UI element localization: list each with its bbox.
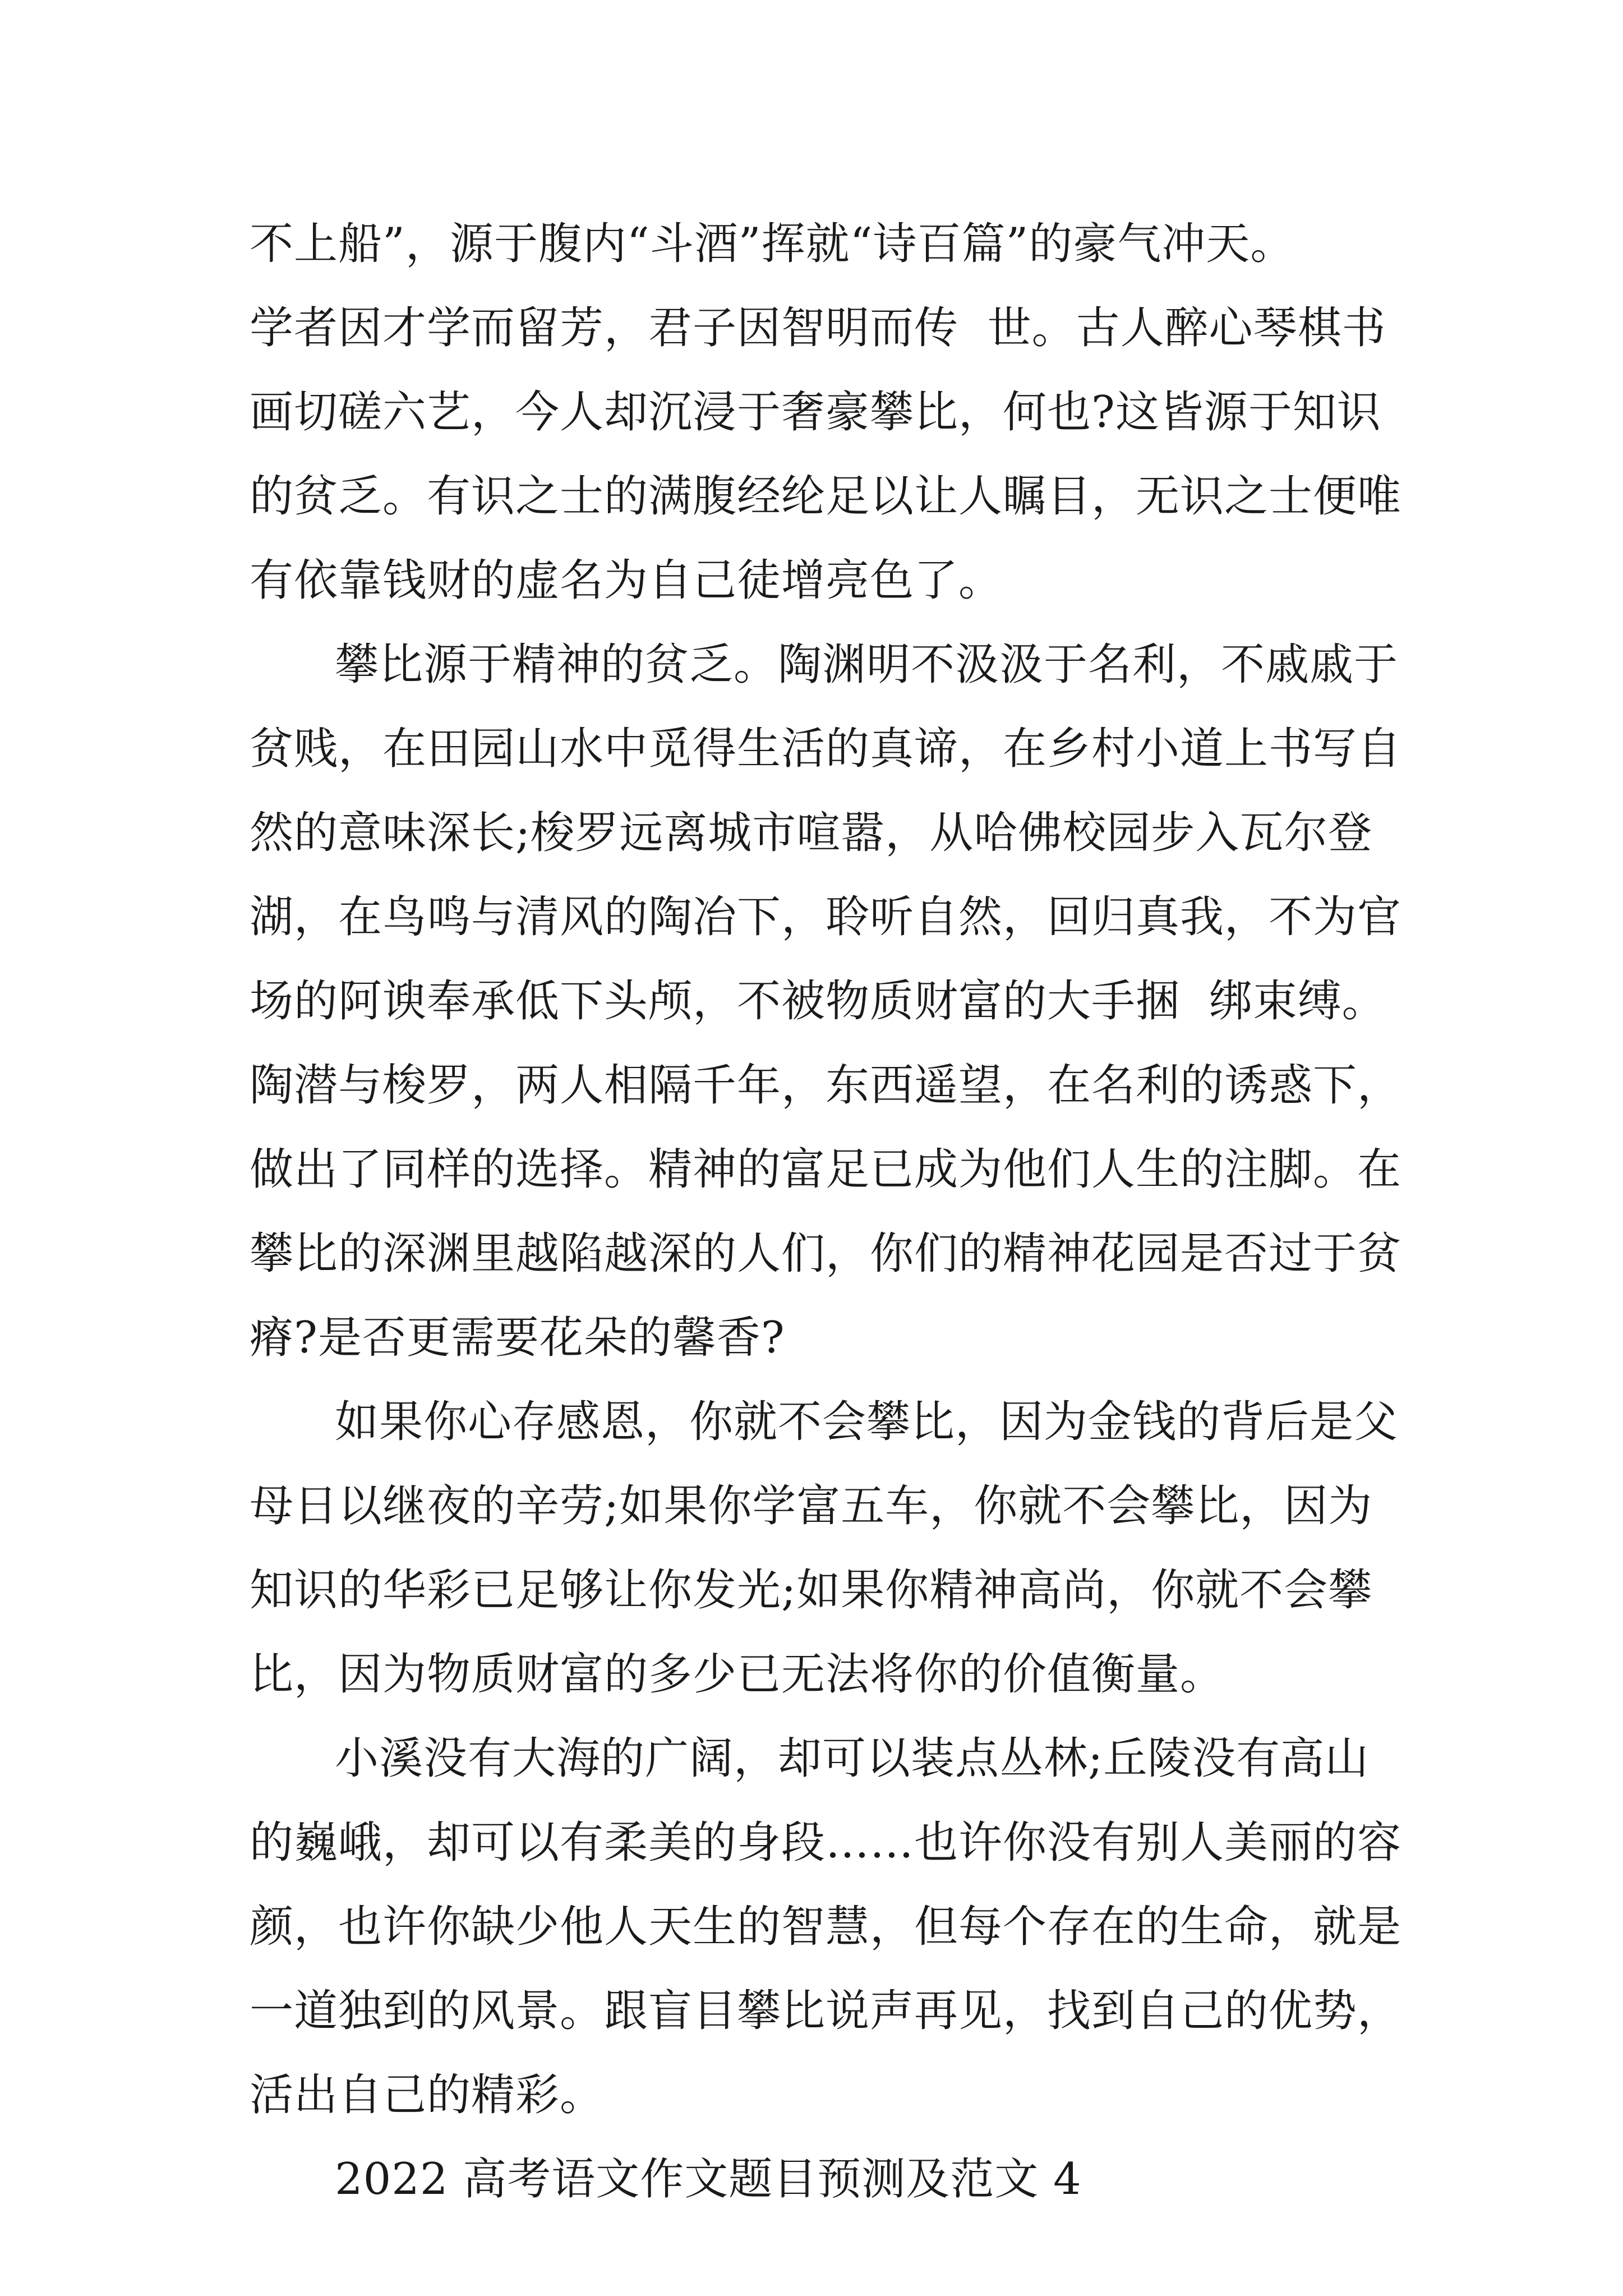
paragraph-line: 做出了同样的选择。精神的富足已成为他们人生的注脚。在 [250, 1144, 1402, 1195]
paragraph-line: 活出自己的精彩。 [250, 2070, 605, 2120]
paragraph-line: 有依靠钱财的虚名为自己徒增亮色了。 [250, 555, 1003, 606]
paragraph-line: 如果你心存感恩，你就不会攀比，因为金钱的背后是父 [335, 1397, 1399, 1447]
paragraph-line: 攀比的深渊里越陷越深的人们，你们的精神花园是否过于贫 [250, 1228, 1402, 1279]
paragraph-line: 学者因才学而留芳，君子因智明而传 世。古人醉心琴棋书 [250, 303, 1386, 353]
paragraph-line: 瘠?是否更需要花朵的馨香? [250, 1313, 785, 1363]
paragraph-line: 知识的华彩已足够让你发光;如果你精神高尚，你就不会攀 [250, 1565, 1373, 1616]
paragraph-line: 画切磋六艺，今人却沉浸于奢豪攀比，何也?这皆源于知识 [250, 387, 1381, 438]
paragraph-line: 小溪没有大海的广阔，却可以装点丛林;丘陵没有高山 [335, 1733, 1370, 1784]
section-heading: 2022 高考语文作文题目预测及范文 4 [335, 2154, 1082, 2205]
paragraph-3 [250, 1380, 1399, 1717]
paragraph-line: 陶潜与梭罗，两人相隔千年，东西遥望，在名利的诱惑下， [250, 1060, 1402, 1111]
paragraph-line: 比，因为物质财富的多少已无法将你的价值衡量。 [250, 1649, 1225, 1700]
paragraph-line: 湖，在鸟鸣与清风的陶冶下，聆听自然，回归真我，不为官 [250, 892, 1402, 942]
paragraph-line: 一道独到的风景。跟盲目攀比说声再见，找到自己的优势， [250, 1986, 1402, 2036]
paragraph-line: 不上船”，源于腹内“斗酒”挥就“诗百篇”的豪气冲天。 [250, 219, 1295, 269]
paragraph-line: 贫贱，在田园山水中觅得生活的真谛，在乡村小道上书写自 [250, 724, 1402, 774]
paragraph-line: 母日以继夜的辛劳;如果你学富五车，你就不会攀比，因为 [250, 1481, 1373, 1531]
paragraph-line: 颜，也许你缺少他人天生的智慧，但每个存在的生命，就是 [250, 1902, 1402, 1952]
paragraph-1 [250, 202, 1402, 623]
paragraph-line: 的贫乏。有识之士的满腹经纶足以让人瞩目，无识之士便唯 [250, 471, 1402, 522]
paragraph-line: 场的阿谀奉承低下头颅，不被物质财富的大手捆 绑束缚。 [250, 976, 1386, 1027]
document-body [250, 202, 1402, 2221]
paragraph-line: 然的意味深长;梭罗远离城市喧嚣，从哈佛校园步入瓦尔登 [250, 808, 1373, 858]
paragraph-line: 的巍峨，却可以有柔美的身段……也许你没有别人美丽的容 [250, 1818, 1402, 1868]
paragraph-line: 攀比源于精神的贫乏。陶渊明不汲汲于名利，不戚戚于 [335, 639, 1399, 690]
paragraph-2 [250, 623, 1402, 1380]
paragraph-4 [250, 1717, 1402, 2137]
